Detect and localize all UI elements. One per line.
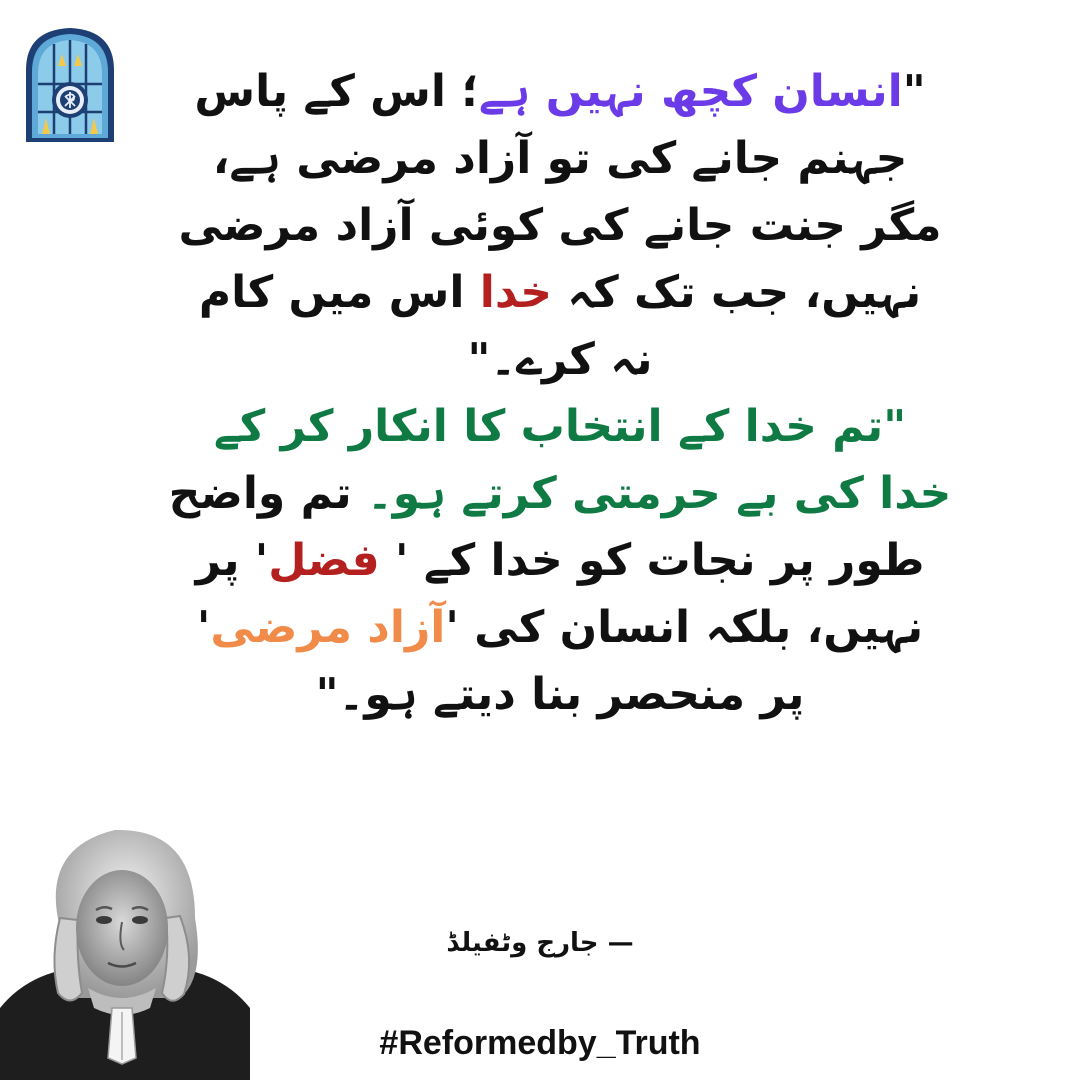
quote-line-1 [100,58,1020,125]
highlight-free-will: آزاد مرضی [210,602,446,653]
highlight-dishonor: خدا کی بے حرمتی کرتے ہو۔ [366,468,952,519]
quote-block [100,58,1020,728]
quote-line-8-post: ' پر [195,535,269,586]
quote-line-1-rest: ؛ اس کے پاس [194,66,479,117]
quote-line-4-pre: نہیں، جب تک کہ [567,267,922,318]
quote-line-9-post: ' [196,602,211,653]
quote-line-2: جہنم جانے کی تو آزاد مرضی ہے، [212,133,908,184]
quote-line-3: مگر جنت جانے کی کوئی آزاد مرضی [178,200,942,251]
quote-line-4 [100,259,1020,326]
quote-author: — جارج وٹفیلڈ [446,928,634,958]
highlight-god: خدا [479,267,553,318]
open-quote-mark: " [902,66,926,117]
quote-line-10: پر منحصر بنا دیتے ہو۔" [315,669,805,720]
quote-line-4-post: اس میں کام [198,267,465,318]
hashtag-label: #Reformedby_Truth [379,1024,701,1062]
quote-line-9-pre: نہیں، بلکہ انسان کی ' [445,602,924,653]
highlight-man-is-nothing: انسان کچھ نہیں ہے [478,66,903,117]
quote-line-7 [100,460,1020,527]
quote-line-5: نہ کرے۔" [467,334,653,385]
quote-line-9 [100,594,1020,661]
quote-line-6: "تم خدا کے انتخاب کا انکار کر کے [213,401,907,452]
highlight-grace: فضل [268,535,380,586]
quote-line-8 [100,527,1020,594]
quote-line-7-rest: تم واضح [168,468,352,519]
quote-line-8-pre: طور پر نجات کو خدا کے ' [395,535,925,586]
